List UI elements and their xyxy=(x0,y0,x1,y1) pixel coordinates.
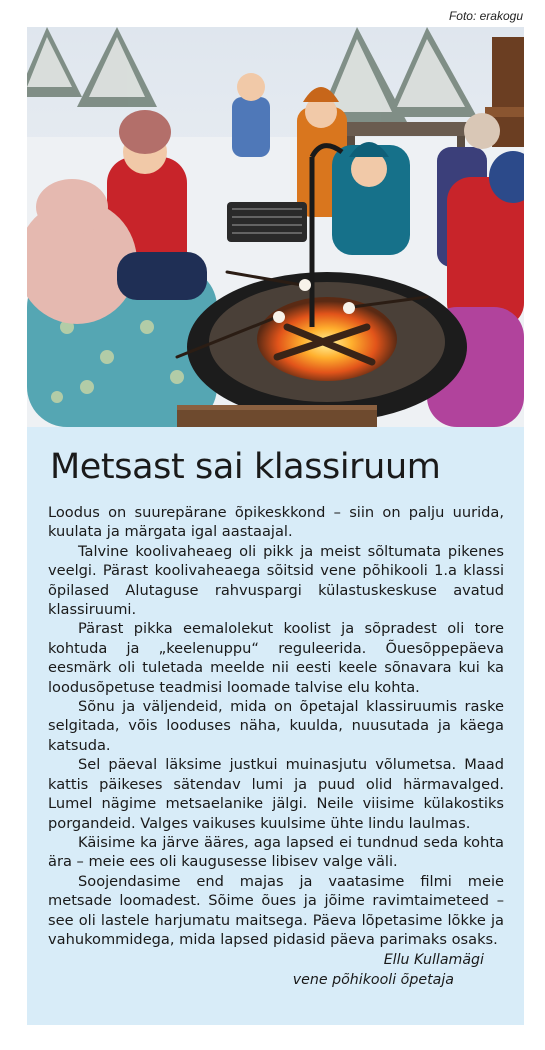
article-body xyxy=(48,503,504,949)
article-headline: Metsast sai klassiruum xyxy=(50,447,441,487)
photo-credit: Foto: erakogu xyxy=(448,9,523,23)
article-paragraph: Sõnu ja väljendeid, mida on õpetajal klassiruumis raske selgitada, võis looduses näha, kuulda, nuusutada ja käega katsuda. xyxy=(48,698,504,754)
author-role: vene põhikooli õpetaja xyxy=(292,972,454,989)
article-paragraph: Pärast pikka eemalolekut koolist ja sõpradest oli tore kohtuda ja „keelenuppu“ reguleerida. Õuesõppepäeva eesmärk oli tuletada meelde nii eesti keele sõnavara kui ka loodusõpetuse teadmisi loomade talvise elu kohta. xyxy=(48,620,504,696)
article-paragraph: Käisime ka järve ääres, aga lapsed ei tundnud seda kohta ära – meie ees oli kaugusesse libisev valge väli. xyxy=(48,833,504,871)
article-box xyxy=(27,427,524,1025)
article-paragraph: Talvine koolivaheaeg oli pikk ja meist sõltumata pikenes veelgi. Pärast koolivaheaega sõitsid vene põhikooli 1.a klassi õpilased Alutaguse rahvuspargi külastuskeskuse avatud klassiruumi. xyxy=(48,542,504,619)
author-name: Ellu Kullamägi xyxy=(383,952,484,969)
article-paragraph: Soojendasime end majas ja vaatasime filmi meie metsade loomadest. Sõime õues ja jõime ravimtaimeteed – see oli lastele harjumatu maitsega. Päeva lõpetasime lõkke ja vahukommidega, mida lapsed pidasid päeva parimaks osaks. xyxy=(48,872,504,948)
campfire-photo xyxy=(27,27,524,427)
campfire-photo-illustration xyxy=(27,27,524,427)
article-paragraph: Loodus on suurepärane õpikeskkond – siin on palju uurida, kuulata ja märgata igal aastaajal. xyxy=(48,504,504,541)
article-signature xyxy=(48,950,504,990)
article-paragraph: Sel päeval läksime justkui muinasjutu võlumetsa. Maad kattis päikeses sätendav lumi ja puud olid härmavalged. Lumel nägime metsaelanike jälgi. Neile viisime külakostiks porgandeid. Valges vaikuses kuulsime ühte lindu laulmas. xyxy=(48,756,504,832)
